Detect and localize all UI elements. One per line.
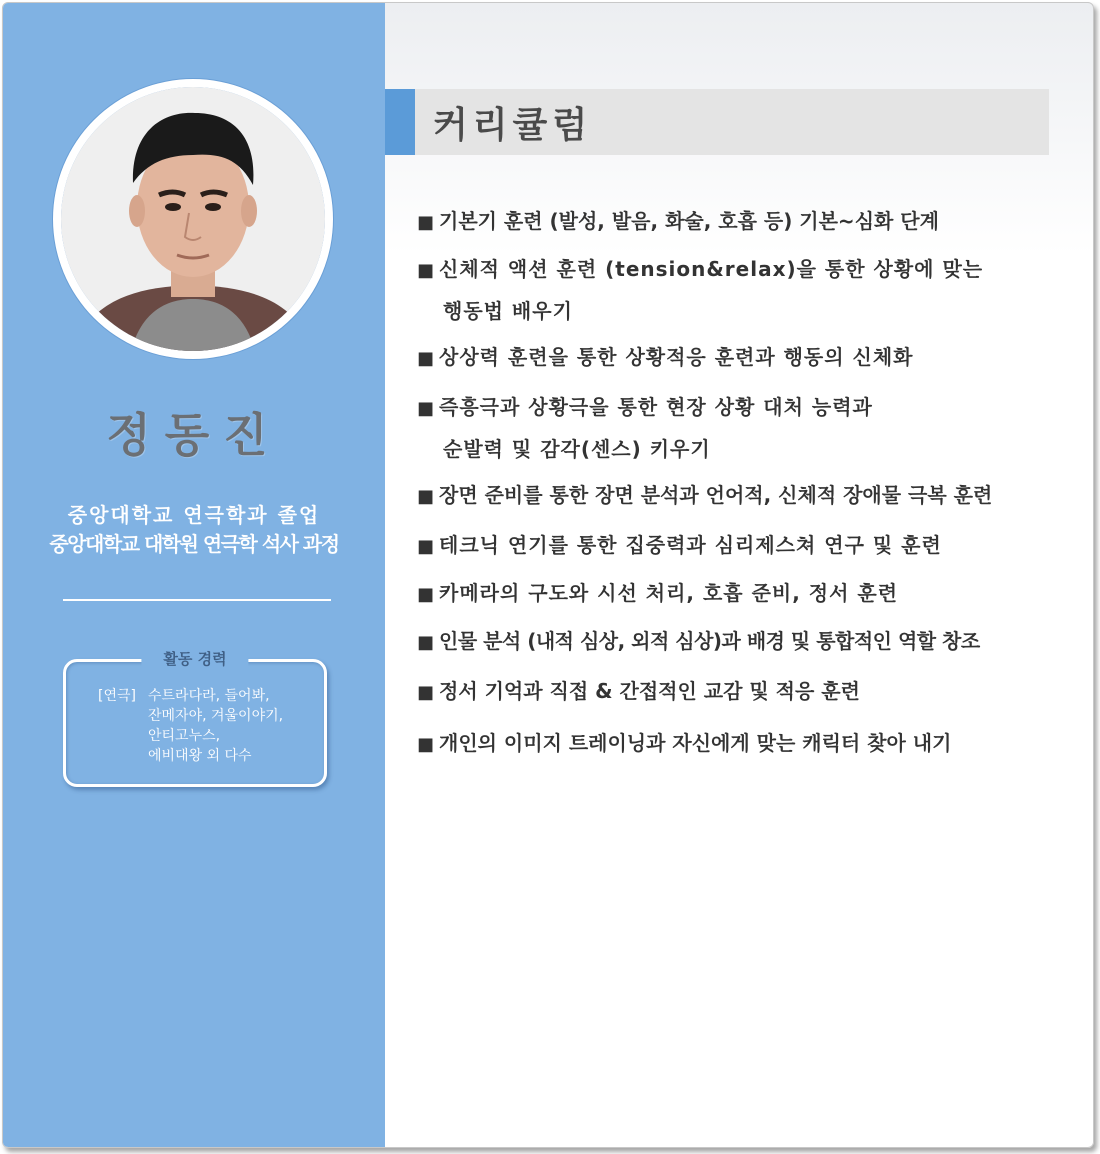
list-item-text: 인물 분석 (내적 심상, 외적 심상)과 배경 및 통합적인 역할 창조: [439, 629, 980, 653]
list-item-text: 테크닉 연기를 통한 집중력과 심리제스쳐 연구 및 훈련: [439, 533, 942, 557]
list-item-text: 기본기 훈련 (발성, 발음, 화술, 호흡 등) 기본~심화 단계: [439, 209, 939, 233]
square-bullet-icon: ■: [417, 260, 436, 281]
list-item-continuation: 행동법 배우기: [443, 299, 573, 323]
education-line: 중앙대학교 대학원 연극학 석사 과정: [49, 532, 339, 556]
profile-card: [2, 2, 1094, 1148]
section-title: 커리큘럼: [433, 105, 593, 146]
activity-body: [98, 686, 283, 766]
divider: [63, 599, 331, 601]
square-bullet-icon: ■: [417, 734, 435, 755]
list-item-continuation: 순발력 및 감각(센스) 키우기: [443, 437, 711, 461]
list-item: [417, 337, 914, 379]
list-item: [417, 475, 992, 517]
square-bullet-icon: ■: [417, 398, 436, 419]
list-item-text: 개인의 이미지 트레이닝과 자신에게 맞는 캐릭터 찾아 내기: [439, 731, 952, 755]
list-item: [417, 249, 983, 331]
list-item-text: 정서 기억과 직접 & 간접적인 교감 및 적응 훈련: [439, 679, 860, 703]
activity-line: 에비대왕 외 다수: [148, 748, 252, 764]
square-bullet-icon: ■: [417, 584, 436, 605]
activity-box: [63, 650, 327, 787]
list-item: [417, 525, 942, 567]
activity-line: 안티고누스,: [148, 728, 221, 744]
list-item-text: 카메라의 구도와 시선 처리, 호흡 준비, 정서 훈련: [439, 581, 899, 605]
portrait-image: [61, 87, 325, 351]
profile-photo: [61, 87, 325, 351]
activity-title: 활동 경력: [141, 648, 248, 669]
education-line: 중앙대학교 연극학과 졸업: [67, 503, 321, 527]
profile-sidebar: [3, 3, 385, 1147]
profile-name: 정동진: [106, 408, 282, 462]
list-item-text: 장면 준비를 통한 장면 분석과 언어적, 신체적 장애물 극복 훈련: [439, 483, 993, 507]
square-bullet-icon: ■: [417, 632, 434, 653]
list-item-text: 신체적 액션 훈련 (tension&relax)을 통한 상황에 맞는: [439, 257, 984, 281]
section-accent-bar: [385, 89, 415, 155]
activity-line: 수트라다라, 들어봐,: [148, 688, 270, 704]
profile-photo-frame: [53, 79, 333, 359]
list-item: [417, 621, 980, 663]
square-bullet-icon: ■: [417, 536, 436, 557]
square-bullet-icon: ■: [417, 212, 435, 233]
education-block: [3, 501, 385, 559]
section-header: [385, 89, 1049, 155]
list-item: [417, 573, 898, 615]
list-item: [417, 671, 860, 713]
list-item-text: 즉흥극과 상황극을 통한 현장 상황 대처 능력과: [439, 395, 873, 419]
square-bullet-icon: ■: [417, 682, 435, 703]
square-bullet-icon: ■: [417, 486, 435, 507]
activity-tag: [연극]: [98, 688, 136, 704]
list-item: [417, 387, 873, 469]
activity-line: 잔메자야, 겨울이야기,: [148, 708, 284, 724]
list-item: [417, 201, 939, 243]
list-item-text: 상상력 훈련을 통한 상황적응 훈련과 행동의 신체화: [439, 345, 914, 369]
list-item: [417, 723, 951, 765]
square-bullet-icon: ■: [417, 348, 436, 369]
